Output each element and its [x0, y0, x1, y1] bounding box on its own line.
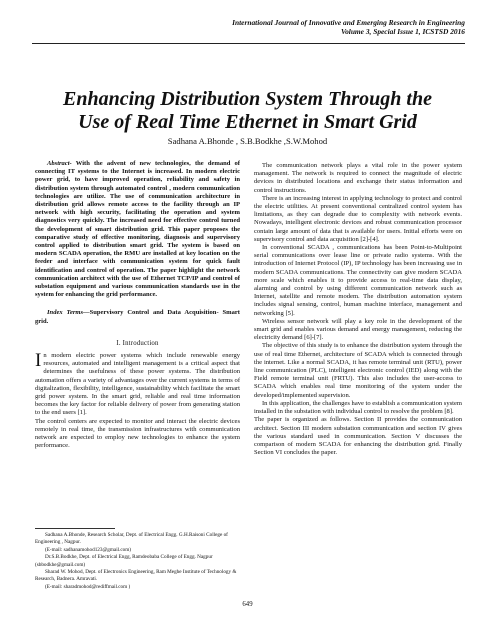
body-paragraph-6: In this application, the challenges have to establish a communication system installed in the substation with individual control to resolve the problem [8]. [254, 399, 462, 416]
footnote-author-2: Dr.S.B.Bodkhe, Dept. of Electrical Engg, Ramdeobaba College of Engg. Nagpur (sbbodkhe@gmail.com) [35, 554, 213, 568]
index-terms-label: Index Terms [47, 309, 84, 317]
body-paragraph-7: The paper is organized as follows. Section II provides the communication architect. Section III modern substation communication and section IV gives the various standard used in communication. Section V discusses the comparison of modern SCADA for enhancing the distribution grid. Finally Section VI concludes the paper. [254, 416, 462, 457]
footnote-author-3-email: (E-mail: sharadmohod@rediffmail.com ) [45, 583, 131, 590]
dropcap-letter: I [35, 350, 42, 372]
journal-header [135, 18, 465, 36]
intro-paragraph-2: The control centers are expected to monitor and interact the electric devices remotely in real time, the transmission infrastructures with communication network are expected to employ new technologies to enhance the system performance. [35, 417, 240, 450]
abstract-label: Abstract- [47, 160, 72, 167]
body-paragraph-3: In conventional SCADA , communications has been Point-to-Multipoint serial communications over lease line or private radio systems. With the introduction of Internet Protocol (IP), IP technology has been increasing use in modern SCADA communications. The connectivity can give modern SCADA more scale which enables it to provide access to real-time data display, alarming and control by using different communication network such as Internet, satellite and remote modem. The distribution automation system includes signal sensing, control, human machine interface, management and networking [5]. [254, 244, 462, 317]
journal-name: International Journal of Innovative and Emerging Research in Engineering [232, 18, 465, 27]
journal-volume: Volume 3, Special Issue 1, ICSTSD 2016 [340, 27, 465, 36]
index-terms [35, 309, 240, 325]
index-terms-text: —Supervisory Control and Data Acquisition- Smart grid. [35, 309, 240, 325]
paper-title [40, 88, 455, 134]
footnote-author-1-email: (E-mail: sadhanamohod123@gmail.com) [45, 546, 132, 553]
intro-paragraph-1 [35, 352, 240, 418]
section-heading-introduction: I. Introduction [116, 339, 159, 347]
title-line-1: Enhancing Distribution System Through the [62, 88, 432, 110]
abstract [35, 160, 240, 299]
right-column [254, 162, 462, 457]
footnote-author-3: Sharad W. Mohod, Dept. of Electronics Engineering, Ram Meghe Institute of Technology & Research, Badnera. Amravati. [35, 569, 237, 583]
footnote-rule [35, 528, 115, 529]
left-column [35, 160, 240, 451]
author-footnotes [35, 532, 240, 591]
header-rule [32, 43, 465, 44]
body-paragraph-4: Wireless sensor network will play a key role in the development of the smart grid and enables various demand and energy management, reducing the electricity demand [6]-[7]. [254, 317, 462, 342]
body-paragraph-5: The objective of this study is to enhance the distribution system through the use of real time Ethernet, architecture of SCADA which is connected through the internet. Like a normal SCADA, it has remote terminal unit (RTU), power line communication (PLC), intelligent electronic control (IED) along with the Field remote terminal unit (FRTU). This also includes the user-access to SCADA which enables real time monitoring of the system under the developed/implemented supervision. [254, 342, 462, 399]
title-line-2: Use of Real Time Ethernet in Smart Grid [78, 111, 417, 133]
footnote-author-1: Sadhana A.Bhonde, Research Scholar, Dept. of Electrical Engg. G.H.Raisoni College of Engineering , Nagpur. [35, 532, 228, 546]
body-paragraph-1: The communication network plays a vital role in the power system management. The network is required to connect the magnitude of electric devices in distributed locations and exchange their status information and control instructions. [254, 162, 462, 194]
body-paragraph-2: There is an increasing interest in applying technology to protect and control the electric utilities. At present conventional centralized control system has limitations, as they can degrade due to complexity with network events. Nowadays, intelligent electronic devices and robust communication processor contain large amount of data that is available for users. Initial efforts were on supervisory control and data acquisition [2]-[4]. [254, 194, 462, 243]
paper-authors: Sadhana A.Bhonde , S.B.Bodkhe ,S.W.Mohod [167, 136, 328, 146]
abstract-text: With the advent of new technologies, the demand of connecting IT systems to the Internet is increased. In modern electric power grid, to have improved operation, reliability and safety in distribution system through automated control , modern communication technologies are utilize. The use of communication architecture in distribution grid allows remote access to the facility through an IP network with high security, facilitating the operation and system diagnostics very quickly. The increased need for effective control turned the development of smart distribution grid. This paper proposes the comparative study of effective monitoring, diagnosis and supervisory control applied to distribution smart grid. The system is based on modern SCADA operation, the RMU are installed at key location on the feeder and interface with communication system for quick fault identification and control of operation. The paper highlight the network communication architect with the use of Ethernet TCP/IP and control of substation equipment and various communication standards use in the system for enhancing the grid performance. [35, 160, 240, 299]
page-number: 649 [242, 601, 253, 608]
intro-paragraph-1-text: n modern electric power systems which include renewable energy resources, automated and intelligent management is a critical aspect that determines the usefulness of these power systems. The distribution automation offers a variety of advantages over the current systems in terms of digitalization, flexibility, intelligence, sustainability which facilitate the smart grid power system. In the smart grid, reliable and real time information becomes the key factor for reliable delivery of power from generating station to the end users [1]. [35, 352, 240, 417]
